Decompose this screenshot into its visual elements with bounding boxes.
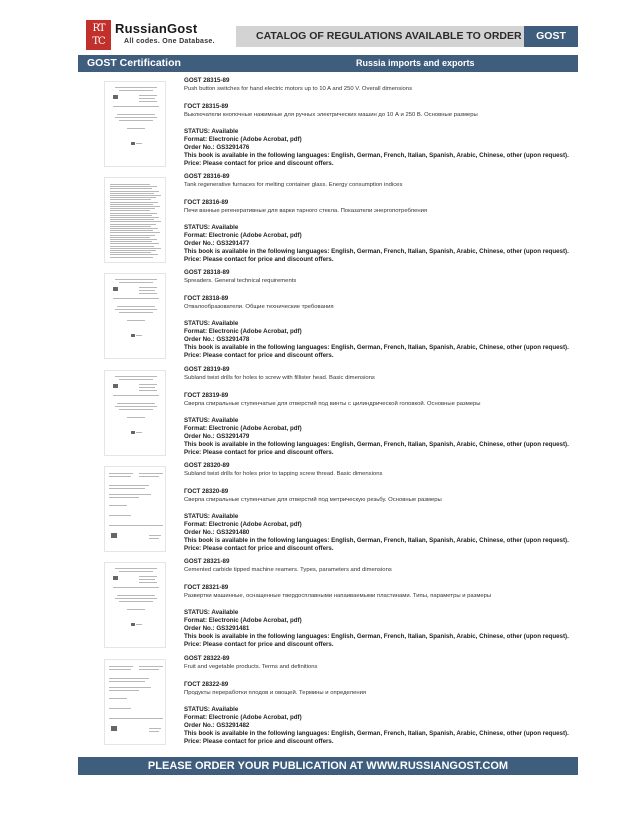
catalog-entry bbox=[104, 173, 574, 265]
entry-title-ru: Продукты переработки плодов и овощей. Термины и определения bbox=[184, 690, 367, 696]
entry-price: Price: Please contact for price and discount offers. bbox=[184, 448, 334, 456]
entry-status: STATUS: Available bbox=[184, 706, 239, 713]
entry-order-number: Order No.: GS3291477 bbox=[184, 239, 250, 247]
entry-title-ru: Сверла спиральные ступенчатые для отверстий под винты с цилиндрической головкой. Основные размеры bbox=[184, 401, 481, 407]
logo-name: RussianGost bbox=[115, 21, 198, 36]
entry-status: STATUS: Available bbox=[184, 224, 239, 231]
entry-code[interactable]: GOST 28320-89 bbox=[184, 462, 230, 469]
entry-title-ru: Развертки машинные, оснащенные твердосплавными напаиваемыми пластинами. Типы, параметры и размеры bbox=[184, 593, 492, 599]
entry-format: Format: Electronic (Adobe Acrobat, pdf) bbox=[184, 424, 302, 432]
entry-code-ru: ГОСТ 28321-89 bbox=[184, 584, 229, 591]
entry-title-ru: Выключатели кнопочные нажимные для ручных электрических машин до 10 А и 250 В. Основные размеры bbox=[184, 112, 478, 118]
entry-code-ru: ГОСТ 28316-89 bbox=[184, 199, 229, 206]
entry-title-en: Tank regenerative furnaces for melting container glass. Energy consumption indices bbox=[184, 182, 403, 188]
entry-info bbox=[184, 655, 574, 746]
document-thumbnail[interactable] bbox=[104, 466, 166, 552]
document-thumbnail[interactable] bbox=[104, 659, 166, 745]
catalog-title: CATALOG OF REGULATIONS AVAILABLE TO ORDER bbox=[256, 30, 522, 42]
entry-code-ru: ГОСТ 28318-89 bbox=[184, 295, 229, 302]
entry-languages: This book is available in the following languages: English, German, French, Italian, Spanish, Arabic, Chinese, other (upon request). bbox=[184, 440, 569, 448]
entry-info bbox=[184, 77, 574, 168]
document-thumbnail[interactable] bbox=[104, 177, 166, 263]
entry-languages: This book is available in the following languages: English, German, French, Italian, Spanish, Arabic, Chinese, other (upon request). bbox=[184, 247, 569, 255]
entry-price: Price: Please contact for price and discount offers. bbox=[184, 544, 334, 552]
gost-tag: GOST bbox=[524, 26, 578, 47]
footer-banner[interactable] bbox=[78, 757, 578, 775]
catalog-bar bbox=[236, 26, 578, 47]
entry-order-number: Order No.: GS3291478 bbox=[184, 335, 250, 343]
entry-title-ru: Печи ванные регенеративные для варки тарного стекла. Показатели энергопотребления bbox=[184, 208, 428, 214]
entry-code[interactable]: GOST 28319-89 bbox=[184, 366, 230, 373]
entry-price: Price: Please contact for price and discount offers. bbox=[184, 640, 334, 648]
logo-badge: RT TC bbox=[86, 20, 111, 50]
logo[interactable] bbox=[86, 20, 236, 50]
catalog-entry bbox=[104, 77, 574, 169]
logo-tagline: All codes. One Database. bbox=[124, 38, 215, 45]
entry-code[interactable]: GOST 28315-89 bbox=[184, 77, 230, 84]
catalog-entry bbox=[104, 462, 574, 554]
catalog-entry bbox=[104, 655, 574, 747]
entry-info bbox=[184, 558, 574, 649]
entry-format: Format: Electronic (Adobe Acrobat, pdf) bbox=[184, 135, 302, 143]
footer-order-link[interactable]: PLEASE ORDER YOUR PUBLICATION AT WWW.RUSSIANGOST.COM bbox=[147, 760, 509, 772]
entry-title-en: Subland twist drills for holes prior to tapping screw thread. Basic dimensions bbox=[184, 471, 383, 477]
entry-status: STATUS: Available bbox=[184, 609, 239, 616]
catalog-entry bbox=[104, 558, 574, 650]
entry-status: STATUS: Available bbox=[184, 320, 239, 327]
entry-code-ru: ГОСТ 28320-89 bbox=[184, 488, 229, 495]
subheader-subtitle: Russia imports and exports bbox=[356, 58, 475, 68]
entry-format: Format: Electronic (Adobe Acrobat, pdf) bbox=[184, 520, 302, 528]
entry-title-en: Spreaders. General technical requirements bbox=[184, 278, 297, 284]
entry-order-number: Order No.: GS3291476 bbox=[184, 143, 250, 151]
entry-info bbox=[184, 462, 574, 553]
document-thumbnail[interactable] bbox=[104, 562, 166, 648]
entry-code[interactable]: GOST 28321-89 bbox=[184, 558, 230, 565]
subheader bbox=[78, 55, 578, 72]
entry-format: Format: Electronic (Adobe Acrobat, pdf) bbox=[184, 713, 302, 721]
entry-order-number: Order No.: GS3291482 bbox=[184, 721, 250, 729]
document-thumbnail[interactable] bbox=[104, 370, 166, 456]
entry-languages: This book is available in the following languages: English, German, French, Italian, Spanish, Arabic, Chinese, other (upon request). bbox=[184, 632, 569, 640]
entry-title-ru: Отвалообразователи. Общие технические требования bbox=[184, 304, 334, 310]
entry-format: Format: Electronic (Adobe Acrobat, pdf) bbox=[184, 616, 302, 624]
entry-title-en: Push button switches for hand electric motors up to 10 A and 250 V. Overall dimensions bbox=[184, 86, 413, 92]
entry-status: STATUS: Available bbox=[184, 513, 239, 520]
entry-code-ru: ГОСТ 28322-89 bbox=[184, 681, 229, 688]
catalog-entry bbox=[104, 269, 574, 361]
entry-status: STATUS: Available bbox=[184, 128, 239, 135]
entry-languages: This book is available in the following languages: English, German, French, Italian, Spanish, Arabic, Chinese, other (upon request). bbox=[184, 536, 569, 544]
entry-price: Price: Please contact for price and discount offers. bbox=[184, 159, 334, 167]
entry-code[interactable]: GOST 28316-89 bbox=[184, 173, 230, 180]
entry-order-number: Order No.: GS3291479 bbox=[184, 432, 250, 440]
entry-price: Price: Please contact for price and discount offers. bbox=[184, 351, 334, 359]
entry-code-ru: ГОСТ 28315-89 bbox=[184, 103, 229, 110]
entry-title-ru: Сверла спиральные ступенчатые для отверстий под метрическую резьбу. Основные размеры bbox=[184, 497, 442, 503]
entry-code[interactable]: GOST 28318-89 bbox=[184, 269, 230, 276]
entry-format: Format: Electronic (Adobe Acrobat, pdf) bbox=[184, 231, 302, 239]
entry-status: STATUS: Available bbox=[184, 417, 239, 424]
entry-languages: This book is available in the following languages: English, German, French, Italian, Spanish, Arabic, Chinese, other (upon request). bbox=[184, 151, 569, 159]
entry-languages: This book is available in the following languages: English, German, French, Italian, Spanish, Arabic, Chinese, other (upon request). bbox=[184, 343, 569, 351]
entry-info bbox=[184, 173, 574, 264]
entry-info bbox=[184, 269, 574, 360]
entry-price: Price: Please contact for price and discount offers. bbox=[184, 737, 334, 745]
entry-title-en: Subland twist drills for holes to screw with fillister head. Basic dimensions bbox=[184, 375, 375, 381]
entry-title-en: Cemented carbide tipped machine reamers. Types, parameters and dimensions bbox=[184, 567, 392, 573]
entry-format: Format: Electronic (Adobe Acrobat, pdf) bbox=[184, 327, 302, 335]
entry-code-ru: ГОСТ 28319-89 bbox=[184, 392, 229, 399]
entry-info bbox=[184, 366, 574, 457]
entry-code[interactable]: GOST 28322-89 bbox=[184, 655, 230, 662]
document-thumbnail[interactable] bbox=[104, 81, 166, 167]
document-thumbnail[interactable] bbox=[104, 273, 166, 359]
entry-order-number: Order No.: GS3291481 bbox=[184, 624, 250, 632]
entry-order-number: Order No.: GS3291480 bbox=[184, 528, 250, 536]
catalog-entry bbox=[104, 366, 574, 458]
entry-languages: This book is available in the following languages: English, German, French, Italian, Spanish, Arabic, Chinese, other (upon request). bbox=[184, 729, 569, 737]
entry-price: Price: Please contact for price and discount offers. bbox=[184, 255, 334, 263]
entry-title-en: Fruit and vegetable products. Terms and definitions bbox=[184, 664, 318, 670]
subheader-title: GOST Certification bbox=[87, 57, 181, 69]
